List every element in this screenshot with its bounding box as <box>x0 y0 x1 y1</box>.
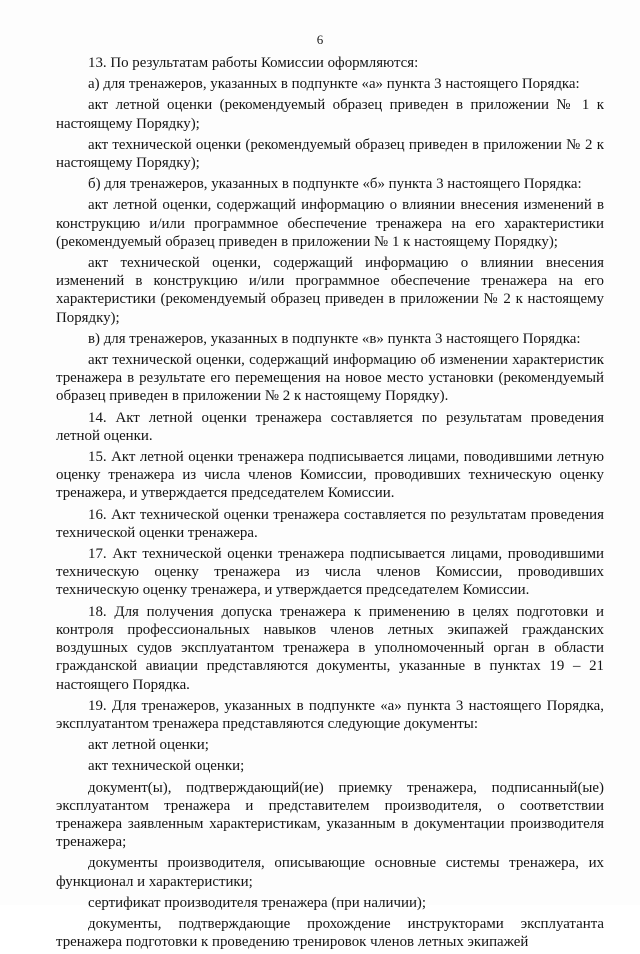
paragraph: документы, подтверждающие прохождение инструкторами эксплуатанта тренажера подготовки к проведению тренировок членов летных экипажей <box>56 915 604 951</box>
paragraph: сертификат производителя тренажера (при наличии); <box>88 894 427 911</box>
paragraph: акт летной оценки; <box>88 737 209 754</box>
paragraph: б) для тренажеров, указанных в подпункте «б» пункта 3 настоящего Порядка: <box>88 176 582 193</box>
paragraph: 15. Акт летной оценки тренажера подписывается лицами, поводившими летную оценку тренажера из числа членов Комиссии, проводивших техническую оценку тренажера, и утверждается председателем Комиссии. <box>56 449 604 502</box>
paragraph: в) для тренажеров, указанных в подпункте «в» пункта 3 настоящего Порядка: <box>88 330 581 347</box>
paragraph: акт технической оценки, содержащий информацию об изменении характеристик тренажера в результате его перемещения на новое место установки (рекомендуемый образец приведен в приложении № 2 к настоящему Порядку). <box>56 352 604 405</box>
paragraph: 14. Акт летной оценки тренажера составляется по результатам проведения летной оценки. <box>56 409 604 444</box>
paragraph: 19. Для тренажеров, указанных в подпункте «а» пункта 3 настоящего Порядка, эксплуатантом тренажера представляются следующие документы: <box>56 697 604 732</box>
paragraph: 18. Для получения допуска тренажера к применению в целях подготовки и контроля профессиональных навыков членов летных экипажей гражданских воздушных судов эксплуатантом тренажера в уполномоченный орган в области гражданской авиации представляются документы, указанные в пунктах 19 – 21 настоящего Порядка. <box>56 603 604 693</box>
document-body <box>56 54 604 954</box>
paragraph: акт технической оценки, содержащий информацию о влиянии внесения изменений в конструкцию и/или программное обеспечение тренажера на его характеристики (рекомендуемый образец приведен в приложении № 2 к настоящему Порядку); <box>56 255 604 326</box>
paragraph: а) для тренажеров, указанных в подпункте «а» пункта 3 настоящего Порядка: <box>88 76 580 93</box>
paragraph: 16. Акт технической оценки тренажера составляется по результатам проведения технической оценки тренажера. <box>56 506 604 541</box>
paragraph: документ(ы), подтверждающий(ие) приемку тренажера, подписанный(ые) эксплуатантом тренажера и представителем производителя, о соответствии тренажера заявленным характеристикам, указанным в документации производителя тренажера; <box>56 779 604 851</box>
paragraph: документы производителя, описывающие основные системы тренажера, их функционал и характеристики; <box>56 855 604 890</box>
paragraph: акт технической оценки (рекомендуемый образец приведен в приложении № 2 к настоящему Порядку); <box>56 136 604 172</box>
page-number: 6 <box>316 32 324 47</box>
paragraph: акт летной оценки (рекомендуемый образец приведен в приложении № 1 к настоящему Порядку); <box>56 97 604 132</box>
paragraph: 13. По результатам работы Комиссии оформляются: <box>88 55 419 71</box>
paragraph: акт технической оценки; <box>88 758 245 775</box>
paragraph: акт летной оценки, содержащий информацию о влиянии внесения изменений в конструкцию и/или программное обеспечение тренажера на его характеристики (рекомендуемый образец приведен в приложении № 1 к настоящему Порядку); <box>56 197 604 250</box>
paragraph: 17. Акт технической оценки тренажера подписывается лицами, проводившими техническую оценку тренажера из числа членов Комиссии, проводивших техническую оценку тренажера, и утверждается председателем Комиссии. <box>56 546 604 599</box>
